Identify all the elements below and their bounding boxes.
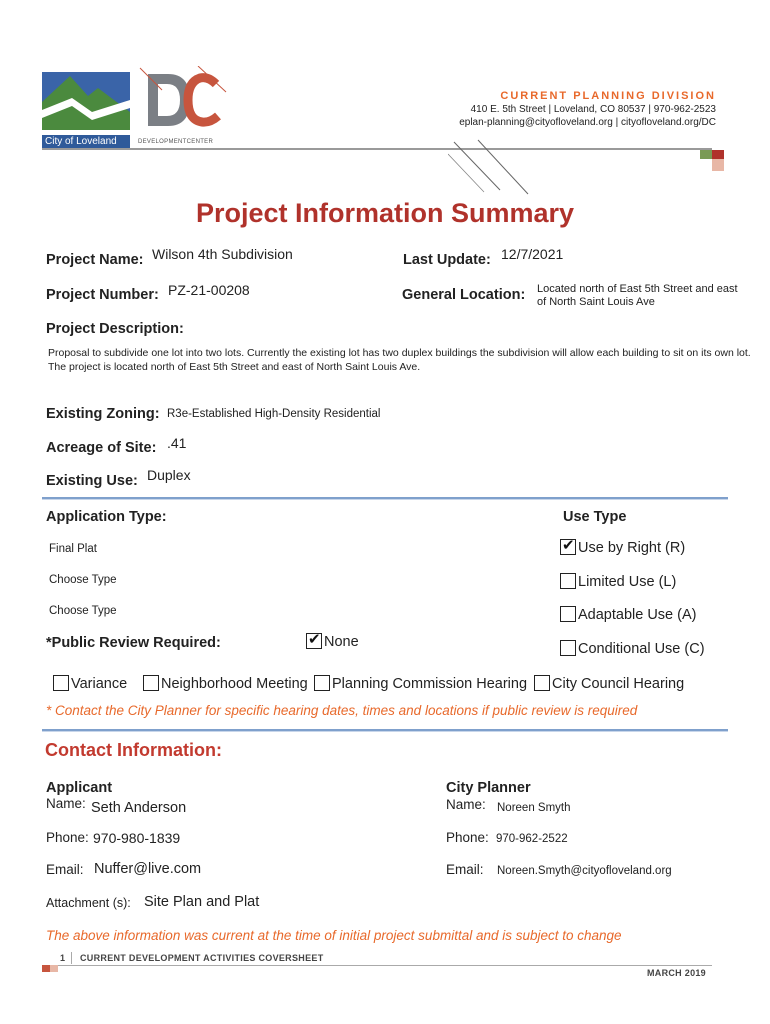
existing-use-value[interactable]: Duplex bbox=[147, 467, 191, 483]
development-center-logo bbox=[138, 66, 228, 146]
application-type-select-1[interactable]: Final Plat bbox=[49, 543, 97, 555]
applicant-heading: Applicant bbox=[46, 780, 113, 796]
footer-accent-square bbox=[42, 965, 50, 972]
planner-name-value[interactable]: Noreen Smyth bbox=[497, 802, 571, 814]
city-logo-text: City of Loveland bbox=[42, 135, 130, 148]
acreage-value[interactable]: .41 bbox=[167, 435, 187, 451]
use-type-label-r: Use by Right (R) bbox=[578, 540, 686, 556]
public-review-label: *Public Review Required: bbox=[46, 635, 221, 651]
applicant-phone-value[interactable]: 970-980-1839 bbox=[93, 830, 181, 846]
existing-zoning-value[interactable]: R3e-Established High-Density Residential bbox=[167, 408, 381, 420]
planner-phone-label: Phone: bbox=[446, 830, 489, 845]
planner-name-label: Name: bbox=[446, 797, 486, 812]
contact-heading: Contact Information: bbox=[45, 740, 222, 760]
project-description-label: Project Description: bbox=[46, 321, 184, 337]
public-review-note: * Contact the City Planner for specific hearing dates, times and locations if public review is required bbox=[46, 703, 638, 718]
division-title: CURRENT PLANNING DIVISION bbox=[500, 90, 716, 102]
planner-email-value[interactable]: Noreen.Smyth@cityofloveland.org bbox=[497, 865, 672, 877]
header-divider bbox=[42, 148, 712, 150]
conditional-use-checkbox[interactable] bbox=[560, 641, 705, 657]
none-label: None bbox=[324, 634, 359, 650]
checkbox-icon[interactable] bbox=[560, 640, 576, 656]
existing-zoning-label: Existing Zoning: bbox=[46, 406, 160, 422]
dc-monogram-icon bbox=[138, 66, 228, 132]
planning-commission-checkbox[interactable] bbox=[314, 676, 527, 692]
footer-date: MARCH 2019 bbox=[646, 968, 706, 978]
planning-commission-label: Planning Commission Hearing bbox=[332, 676, 528, 692]
footer-page-number: 1 bbox=[60, 953, 66, 963]
project-number-value[interactable]: PZ-21-00208 bbox=[168, 282, 250, 298]
city-of-loveland-logo bbox=[42, 72, 130, 147]
checkbox-icon[interactable] bbox=[143, 675, 159, 691]
section-divider-top bbox=[42, 497, 728, 499]
mountain-river-icon bbox=[42, 72, 130, 130]
existing-use-label: Existing Use: bbox=[46, 473, 138, 489]
planner-email-label: Email: bbox=[446, 862, 484, 877]
checkbox-icon[interactable] bbox=[314, 675, 330, 691]
checkbox-icon[interactable] bbox=[306, 633, 322, 649]
application-type-label: Application Type: bbox=[46, 509, 167, 525]
use-by-right-checkbox[interactable] bbox=[560, 540, 685, 556]
checkbox-icon[interactable] bbox=[534, 675, 550, 691]
disclaimer-note: The above information was current at the time of initial project submittal and is subject to change bbox=[46, 928, 622, 943]
use-type-label-a: Adaptable Use (A) bbox=[578, 607, 697, 623]
last-update-value[interactable]: 12/7/2021 bbox=[501, 246, 564, 262]
application-type-select-2[interactable]: Choose Type bbox=[49, 574, 117, 586]
header-accent-square bbox=[712, 150, 724, 159]
division-address: 410 E. 5th Street | Loveland, CO 80537 | 970-962-2523 bbox=[470, 104, 716, 115]
applicant-name-value[interactable]: Seth Anderson bbox=[91, 800, 187, 816]
page-title: Project Information Summary bbox=[195, 198, 575, 228]
city-council-label: City Council Hearing bbox=[552, 676, 685, 692]
applicant-phone-label: Phone: bbox=[46, 830, 89, 845]
footer-accent-square-2 bbox=[50, 965, 58, 972]
checkbox-icon[interactable] bbox=[560, 573, 576, 589]
applicant-name-label: Name: bbox=[46, 796, 86, 811]
use-type-label-c: Conditional Use (C) bbox=[578, 641, 705, 657]
use-type-label-l: Limited Use (L) bbox=[578, 574, 677, 590]
attachment-value[interactable]: Site Plan and Plat bbox=[144, 894, 260, 910]
application-type-select-3[interactable]: Choose Type bbox=[49, 605, 117, 617]
variance-checkbox[interactable] bbox=[53, 676, 127, 692]
attachment-label: Attachment (s): bbox=[46, 896, 131, 910]
footer-separator bbox=[71, 952, 72, 964]
checkbox-icon[interactable] bbox=[53, 675, 69, 691]
public-review-none-checkbox[interactable] bbox=[306, 634, 359, 650]
neighborhood-meeting-label: Neighborhood Meeting bbox=[161, 676, 308, 692]
project-number-label: Project Number: bbox=[46, 287, 159, 303]
planner-heading: City Planner bbox=[446, 780, 531, 796]
checkbox-icon[interactable] bbox=[560, 539, 576, 555]
checkbox-icon[interactable] bbox=[560, 606, 576, 622]
header-accent-square-2 bbox=[712, 159, 724, 171]
header-diagonal-lines bbox=[448, 138, 538, 198]
dc-logo-text: DEVELOPMENTCENTER bbox=[138, 139, 214, 145]
header-accent-square-3 bbox=[700, 150, 712, 159]
last-update-label: Last Update: bbox=[403, 252, 491, 268]
footer-rule bbox=[42, 965, 712, 966]
general-location-value[interactable]: Located north of East 5th Street and east of North Saint Louis Ave bbox=[537, 283, 738, 308]
applicant-email-label: Email: bbox=[46, 862, 84, 877]
section-divider-contact bbox=[42, 729, 728, 731]
limited-use-checkbox[interactable] bbox=[560, 574, 676, 590]
division-contact: eplan-planning@cityofloveland.org | cityofloveland.org/DC bbox=[459, 117, 716, 128]
project-name-value[interactable]: Wilson 4th Subdivision bbox=[152, 246, 293, 262]
variance-label: Variance bbox=[71, 676, 128, 692]
use-type-label: Use Type bbox=[563, 509, 627, 525]
general-location-label: General Location: bbox=[402, 287, 526, 303]
applicant-email-value[interactable]: Nuffer@live.com bbox=[94, 861, 202, 877]
footer-coversheet-title: CURRENT DEVELOPMENT ACTIVITIES COVERSHEET bbox=[80, 953, 324, 963]
planner-phone-value[interactable]: 970-962-2522 bbox=[496, 833, 568, 845]
acreage-label: Acreage of Site: bbox=[46, 440, 157, 456]
neighborhood-meeting-checkbox[interactable] bbox=[143, 676, 308, 692]
city-council-checkbox[interactable] bbox=[534, 676, 684, 692]
project-description-value[interactable]: Proposal to subdivide one lot into two lots. Currently the existing lot has two duplex buildings the subdivision will allow each building to sit on its own lot. The project is located north of East 5th Street and east of North Saint Louis Ave. bbox=[48, 347, 751, 373]
project-name-label: Project Name: bbox=[46, 252, 144, 268]
adaptable-use-checkbox[interactable] bbox=[560, 607, 696, 623]
